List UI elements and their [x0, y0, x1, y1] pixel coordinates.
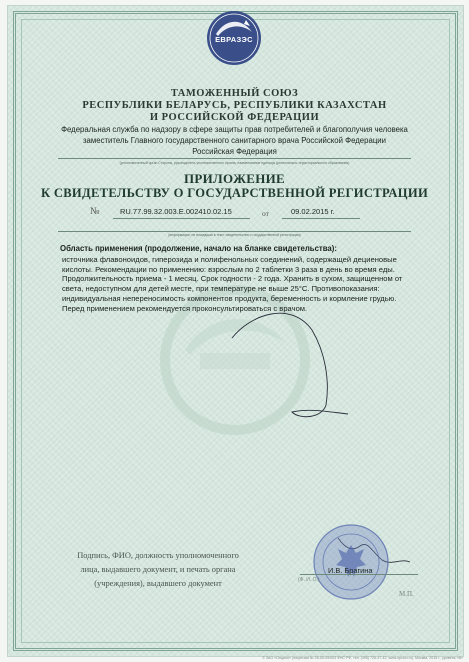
- agency-line-1: Федеральная служба по надзору в сфере защиты прав потребителей и благополучия человека: [61, 125, 408, 134]
- document-title-line-2: К СВИДЕТЕЛЬСТВУ О ГОСУДАРСТВЕННОЙ РЕГИСТРАЦИИ: [40, 186, 429, 200]
- agency-caption: (уполномоченный орган Стороны, руководитель уполномоченного органа, наименование единицы (регионально-территориального образования): [119, 161, 350, 165]
- date-underline: [282, 218, 360, 219]
- union-title-line-3: И РОССИЙСКОЙ ФЕДЕРАЦИИ: [149, 112, 320, 123]
- union-title-line-1: ТАМОЖЕННЫЙ СОЮЗ: [170, 88, 299, 99]
- agency-line-3: Российская Федерация: [192, 147, 277, 156]
- stamp-place-mark: М.П.: [399, 590, 414, 598]
- coat-of-arms-seal-icon: [312, 523, 390, 601]
- union-title-line-2: РЕСПУБЛИКИ БЕЛАРУСЬ, РЕСПУБЛИКИ КАЗАХСТАН: [82, 100, 387, 111]
- application-area-text: источника флавоноидов, гиперозида и полифенольных соединений, содержащей дециеновые кислоты. Рекомендации по применению: взрослым по 2 таблетки 3 раза в день во время еды. Продолжительность приема - 1 месяц. Срок годности - 2 года. Хранить в сухом, защищенном от света, недоступном для детей месте, при температуре не выше 25°С. Противопоказания: индивидуальная непереносимость компонентов продукта, беременность и кормление грудью. Перед применением рекомендуется проконсультироваться с врачом.: [62, 254, 403, 313]
- signature-label-line-2: лица, выдавшего документ, и печать органа: [80, 564, 236, 574]
- number-underline: [113, 218, 250, 219]
- printer-footer: © ЗАО «Опцион» (лицензия № 05-05-09/003 ФНС РФ, тел. (495) 726-47-42, www.opcion.ru), Москва, 2015 г., уровень «В»: [262, 656, 463, 660]
- header-rule: [58, 158, 411, 159]
- number-sign: №: [90, 206, 100, 217]
- agency-line-2: заместитель Главного государственного санитарного врача Российской Федерации: [82, 136, 386, 145]
- date-from-label: от: [262, 209, 269, 218]
- application-area-heading: Область применения (продолжение, начало на бланке свидетельства):: [60, 244, 337, 253]
- emblem-label: ЕВРАЗЭС: [215, 35, 253, 44]
- signer-name: И.В. Брагина: [328, 566, 373, 575]
- document-title-line-1: ПРИЛОЖЕНИЕ: [183, 171, 286, 186]
- info-rule: [58, 231, 411, 232]
- application-area-section: [62, 244, 422, 314]
- fio-hint: (Ф. И. О.): [298, 577, 320, 583]
- signature-label-line-1: Подпись, ФИО, должность уполномоченного: [77, 551, 239, 560]
- registration-number: RU.77.99.32.003.E.002410.02.15: [120, 207, 232, 216]
- registration-date: 09.02.2015 г.: [291, 207, 335, 216]
- signature-label: [58, 549, 258, 590]
- registration-caption: (информация, не вошедшая в текст свидетельства о государственной регистрации): [168, 233, 301, 237]
- signature-label-line-3: (учреждения), выдавшего документ: [94, 578, 222, 588]
